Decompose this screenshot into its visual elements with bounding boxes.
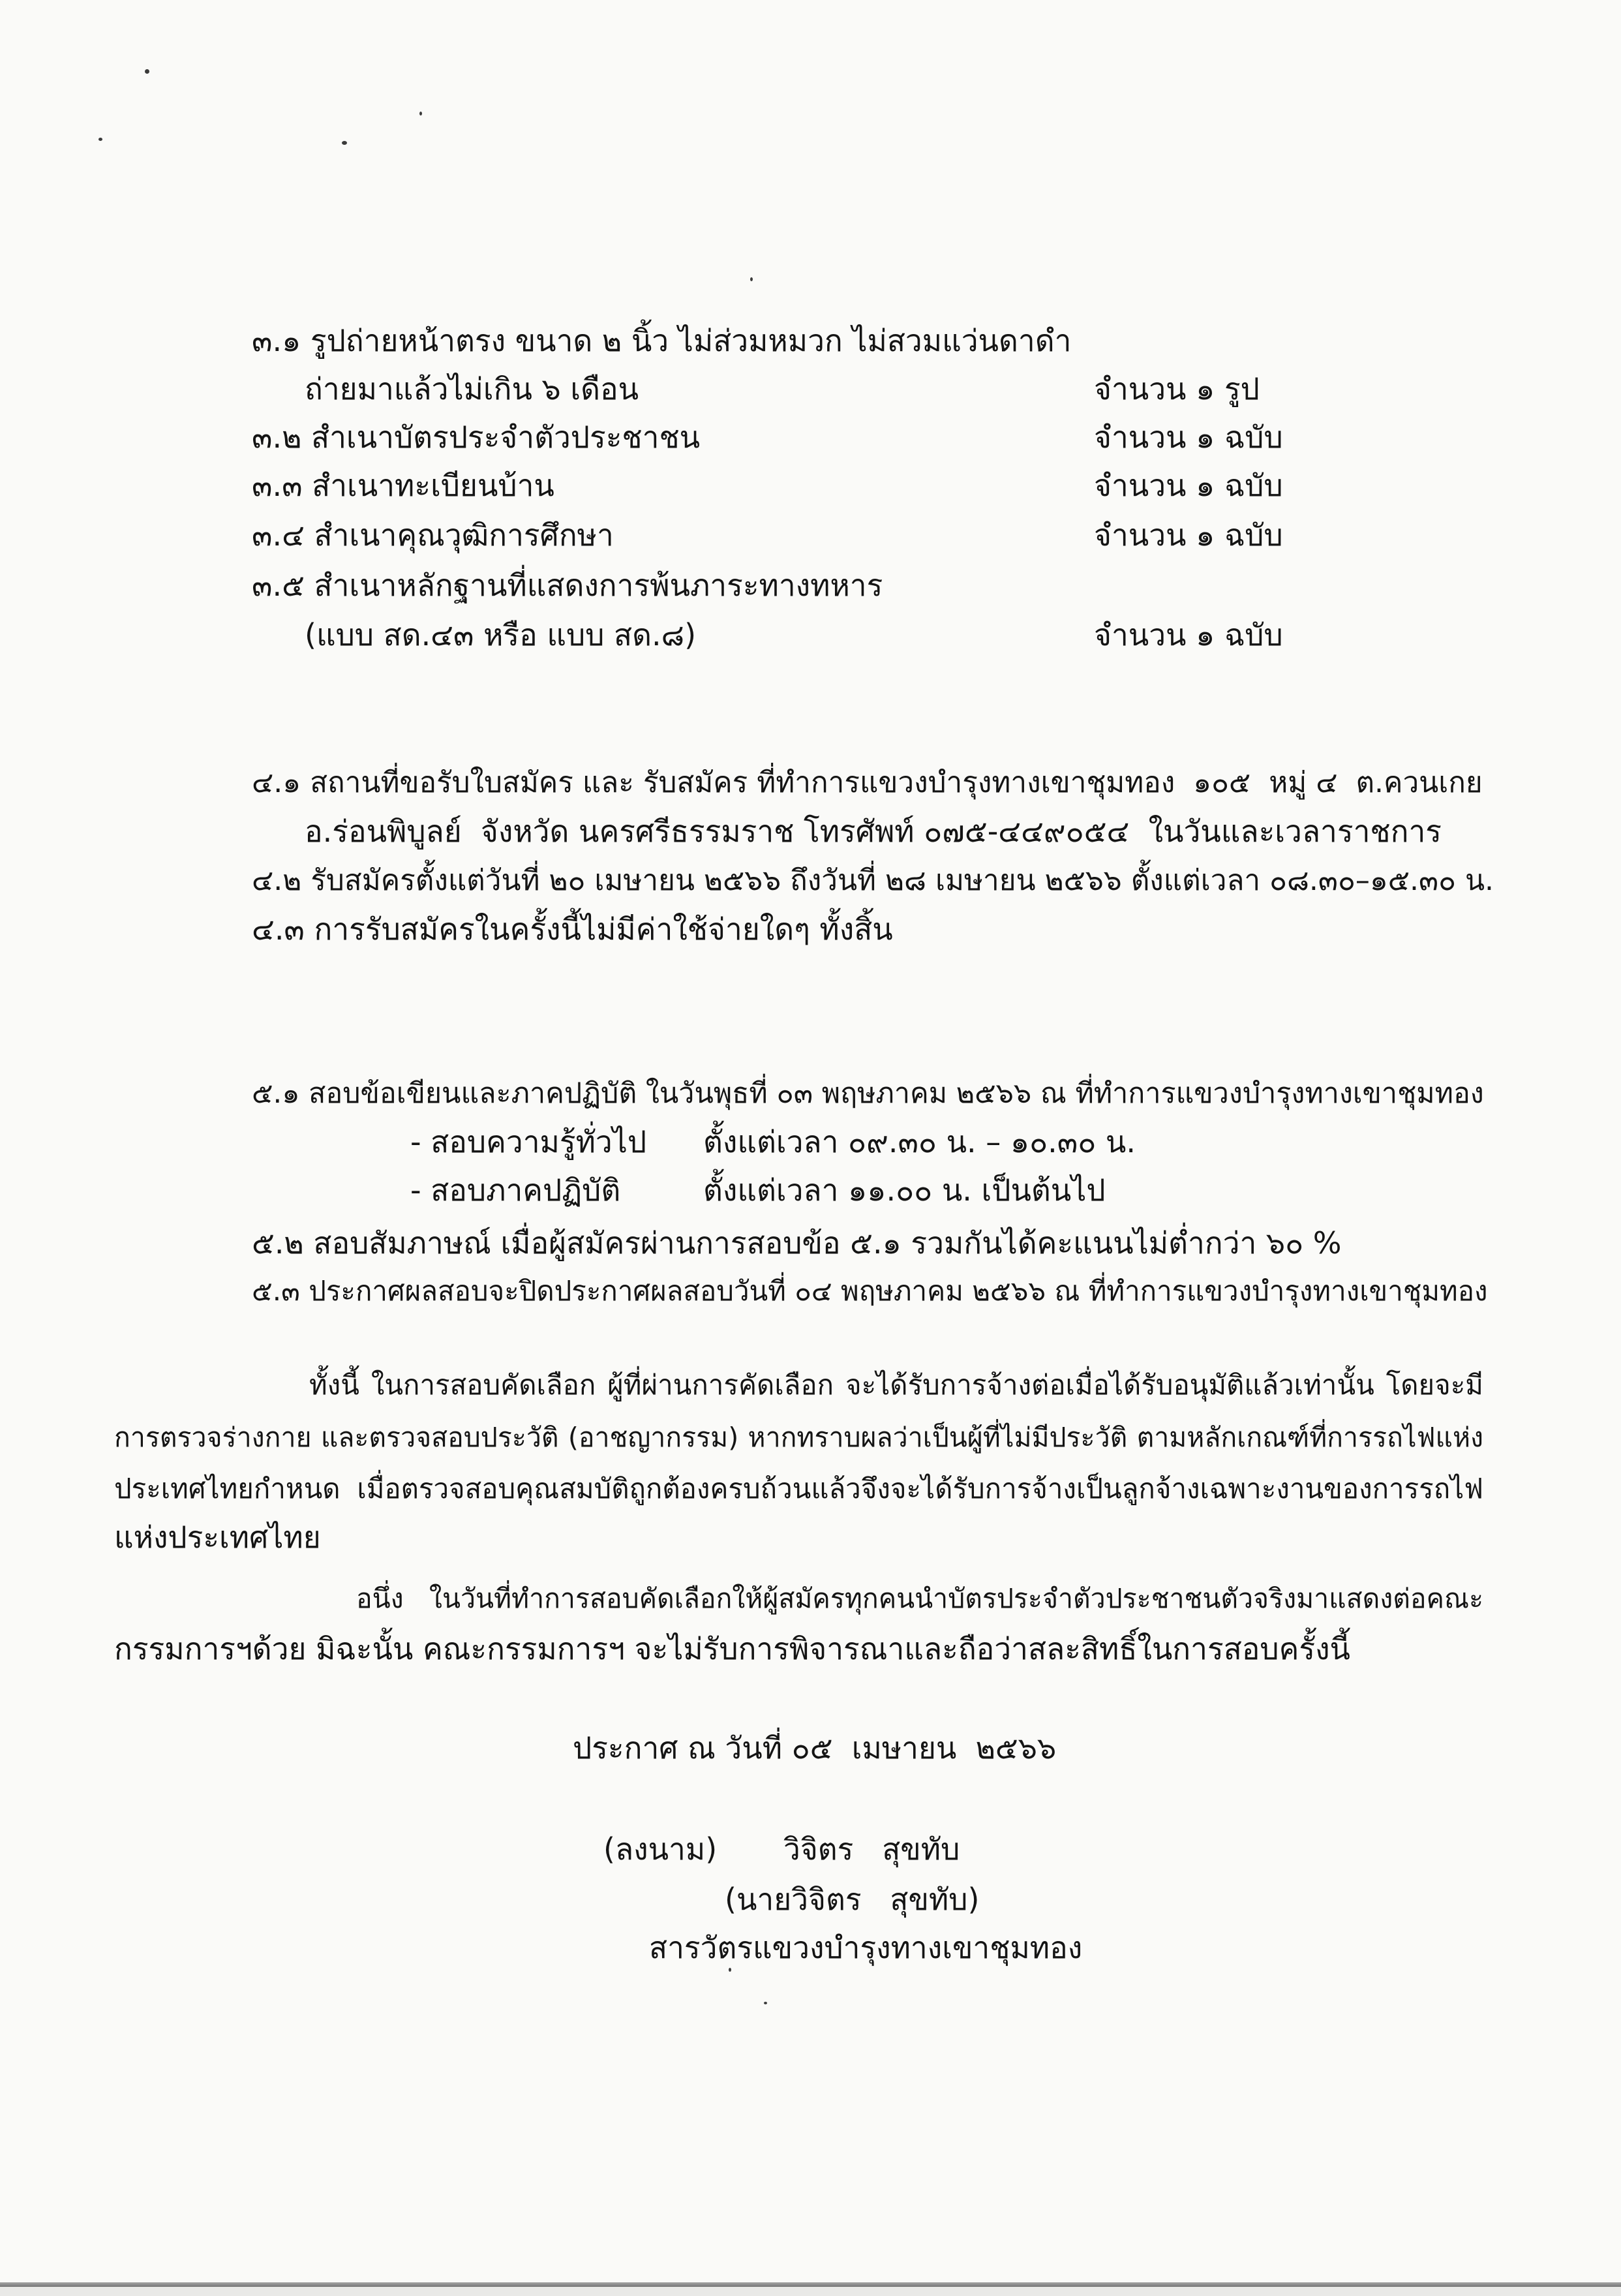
exam-item: ๕.๑ สอบข้อเขียนและภาคปฏิบัติ ในวันพุธที่ ๐๓ พฤษภาคม ๒๕๖๖ ณ ที่ทำการแขวงบำรุงทางเขาชุมทอง — [252, 1077, 1484, 1110]
scan-edge-shade — [0, 2287, 1621, 2296]
exam-schedule-time: ตั้งแต่เวลา ๐๙.๓๐ น. – ๑๐.๓๐ น. — [703, 1124, 1136, 1159]
exam-schedule-subject: - สอบภาคปฏิบัติ — [410, 1172, 621, 1208]
requirement-item: ๓.๕ สำเนาหลักฐานที่แสดงการพ้นภาระทางทหาร — [252, 568, 883, 603]
conditions-paragraph-line: ทั้งนี้ ในการสอบคัดเลือก ผู้ที่ผ่านการคัดเลือก จะได้รับการจ้างต่อเมื่อได้รับอนุมัติแล้วเท่านั้น โดยจะมี — [309, 1369, 1483, 1401]
application-item-continuation: อ.ร่อนพิบูลย์ จังหวัด นครศรีธรรมราช โทรศัพท์ ๐๗๕-๔๔๙๐๕๔ ในวันและเวลาราชการ — [305, 814, 1442, 849]
signatory-position: สารวัตรแขวงบำรุงทางเขาชุมทอง — [649, 1930, 1083, 1965]
exam-item: ๕.๓ ประกาศผลสอบจะปิดประกาศผลสอบวันที่ ๐๔ พฤษภาคม ๒๕๖๖ ณ ที่ทำการแขวงบำรุงทางเขาชุมทอง — [252, 1275, 1488, 1307]
requirement-quantity: จำนวน ๑ รูป — [1094, 371, 1260, 406]
section3-heading-line — [114, 254, 1027, 298]
exam-schedule-subject: - สอบความรู้ทั่วไป — [410, 1124, 647, 1159]
id-card-paragraph-line: อนึ่ง ในวันที่ทำการสอบคัดเลือกให้ผู้สมัครทุกคนนำบัตรประจำตัวประชาชนตัวจริงมาแสดงต่อคณะ — [356, 1583, 1483, 1614]
section5-heading-line — [114, 1009, 1504, 1052]
announcement-date: ประกาศ ณ วันที่ ๐๕ เมษายน ๒๕๖๖ — [573, 1730, 1057, 1766]
requirement-item-continuation: ถ่ายมาแล้วไม่เกิน ๖ เดือน — [305, 371, 639, 406]
exam-schedule-time: ตั้งแต่เวลา ๑๑.๐๐ น. เป็นต้นไป — [703, 1172, 1106, 1208]
conditions-paragraph-line: แห่งประเทศไทย — [114, 1520, 321, 1555]
requirement-item: ๓.๑ รูปถ่ายหน้าตรง ขนาด ๒ นิ้ว ไม่ส่วมหมวก ไม่สวมแว่นดาดำ — [252, 323, 1072, 358]
scan-speck — [419, 112, 422, 115]
conditions-paragraph-line: การตรวจร่างกาย และตรวจสอบประวัติ (อาชญากรรม) หากทราบผลว่าเป็นผู้ที่ไม่มีประวัติ ตามหลักเกณฑ์ที่การรถไฟแห่ง — [114, 1422, 1483, 1453]
requirement-quantity: จำนวน ๑ ฉบับ — [1094, 468, 1283, 503]
requirement-quantity: จำนวน ๑ ฉบับ — [1094, 420, 1283, 455]
requirement-item-continuation: (แบบ สด.๔๓ หรือ แบบ สด.๘) — [305, 617, 697, 652]
printed-name: (นายวิจิตร สุขทับ) — [725, 1882, 980, 1917]
exam-item: ๕.๒ สอบสัมภาษณ์ เมื่อผู้สมัครผ่านการสอบข้อ ๕.๑ รวมกันได้คะแนนไม่ต่ำกว่า ๖๐ % — [252, 1225, 1342, 1261]
scan-speck — [342, 141, 347, 145]
application-item: ๔.๒ รับสมัครตั้งแต่วันที่ ๒๐ เมษายน ๒๕๖๖ ถึงวันที่ ๒๘ เมษายน ๒๕๖๖ ตั้งแต่เวลา ๐๘.๓๐–๑๕.๓๐ น. — [252, 864, 1494, 897]
scan-edge-line — [0, 2282, 1621, 2287]
signed-name: วิจิตร สุขทับ — [783, 1831, 960, 1867]
application-item: ๔.๑ สถานที่ขอรับใบสมัคร และ รับสมัคร ที่ทำการแขวงบำรุงทางเขาชุมทอง ๑๐๕ หมู่ ๔ ต.ควนเกย — [252, 766, 1483, 799]
conditions-paragraph-line: ประเทศไทยกำหนด เมื่อตรวจสอบคุณสมบัติถูกต้องครบถ้วนแล้วจึงจะได้รับการจ้างเป็นลูกจ้างเฉพาะงานของการรถไฟ — [114, 1473, 1483, 1505]
requirement-item: ๓.๓ สำเนาทะเบียนบ้าน — [252, 468, 554, 503]
requirement-quantity: จำนวน ๑ ฉบับ — [1094, 617, 1283, 652]
scan-speck — [145, 69, 149, 74]
requirement-item: ๓.๔ สำเนาคุณวุฒิการศึกษา — [252, 517, 614, 553]
scan-speck — [98, 138, 102, 141]
scan-speck — [764, 2002, 767, 2004]
application-item: ๔.๓ การรับสมัครในครั้งนี้ไม่มีค่าใช้จ่ายใดๆ ทั้งสิ้น — [252, 911, 893, 947]
id-card-paragraph-line: กรรมการฯด้วย มิฉะนั้น คณะกรรมการฯ จะไม่รับการพิจารณาและถือว่าสละสิทธิ์ในการสอบครั้งนี้ — [114, 1631, 1350, 1666]
requirement-quantity: จำนวน ๑ ฉบับ — [1094, 517, 1283, 553]
signature-label: (ลงนาม) — [603, 1831, 718, 1867]
section4-heading-line — [114, 712, 701, 755]
requirement-item: ๓.๒ สำเนาบัตรประจำตัวประชาชน — [252, 420, 701, 455]
